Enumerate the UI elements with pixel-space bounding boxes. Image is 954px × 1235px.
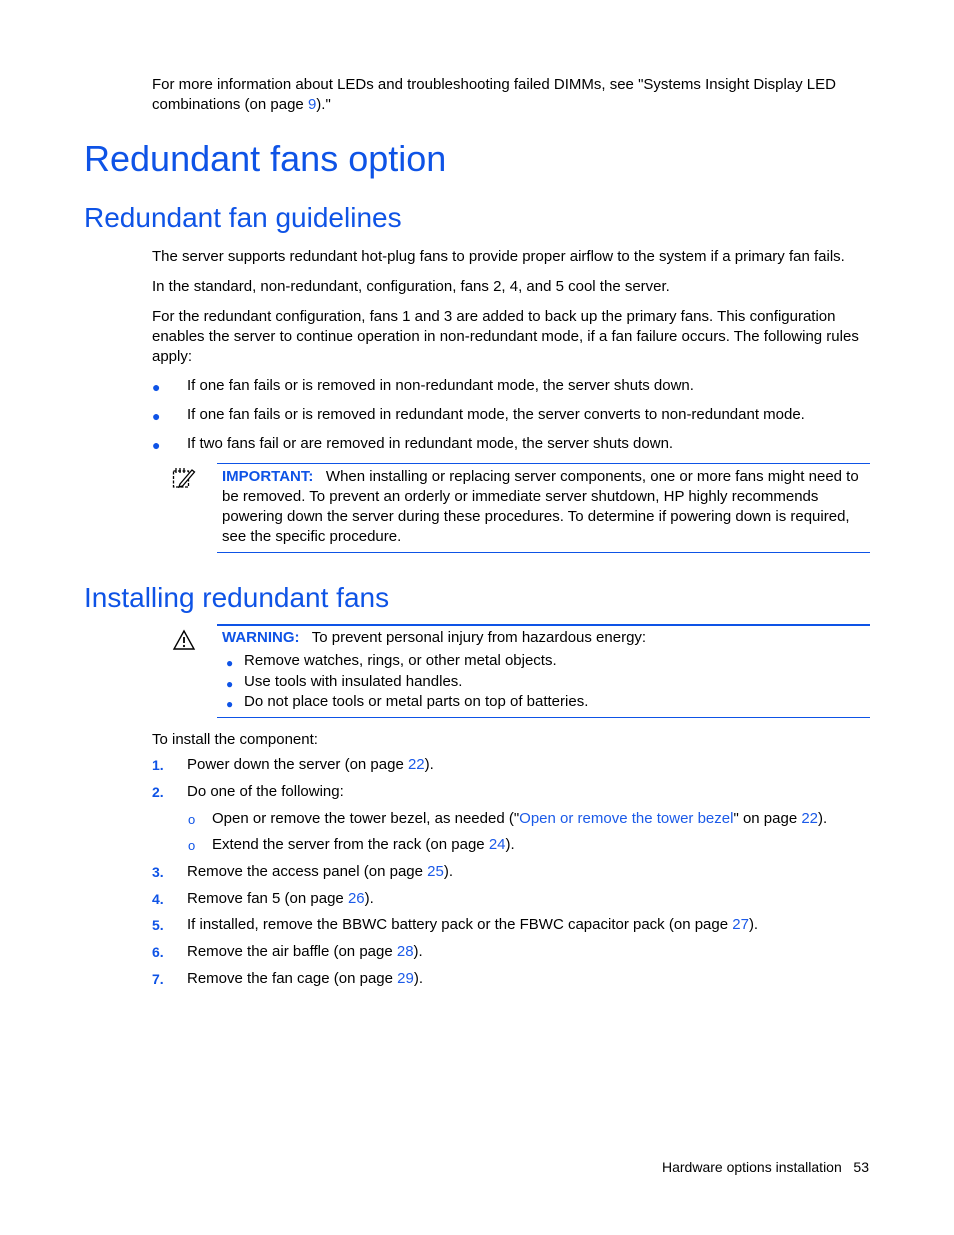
intro-paragraph xyxy=(152,75,882,115)
step-text-main: If installed, remove the BBWC battery pack or the FBWC capacitor pack (on page xyxy=(187,916,733,933)
step-text-main: Remove the air baffle (on page xyxy=(187,943,397,960)
intro-line-1: For more information about LEDs and troubleshooting failed DIMMs, see "Systems Insight Display LED xyxy=(152,76,836,93)
page-link-28[interactable]: 28 xyxy=(396,943,414,960)
warning-item: Do not place tools or metal parts on top of batteries. xyxy=(244,693,589,710)
page-link-27[interactable]: 27 xyxy=(732,916,749,933)
intro-line-2-text: combinations (on page xyxy=(152,96,308,113)
step-text-main: Remove the fan cage (on page xyxy=(187,970,398,987)
step-text xyxy=(187,756,434,773)
warning-label: WARNING: xyxy=(222,629,300,646)
page-footer xyxy=(662,1159,869,1175)
step-text xyxy=(187,970,423,987)
sub-step-text-main: Open or remove the tower bezel, as needed (" xyxy=(212,810,520,827)
sub-bullet-icon: o xyxy=(188,838,196,853)
rule-item: If one fan fails or is removed in non-redundant mode, the server shuts down. xyxy=(187,377,694,394)
page-link-29[interactable]: 29 xyxy=(397,970,414,987)
important-top-rule xyxy=(217,463,870,464)
sub-step-text xyxy=(212,836,515,853)
bullet-icon: ● xyxy=(152,408,161,424)
sub-step-text-mid: " on page xyxy=(733,810,802,827)
guidelines-paragraph-3-line-2: enables the server to continue operation in non-redundant mode, if a fan failure occurs. The following rules xyxy=(152,328,859,345)
sub-step-text-main: Extend the server from the rack (on page xyxy=(212,836,489,853)
warning-icon xyxy=(172,629,196,651)
page-link-9[interactable]: 9 xyxy=(307,96,317,113)
install-intro: To install the component: xyxy=(152,731,318,748)
important-bottom-rule xyxy=(217,552,870,553)
footer-section-title: Hardware options installation xyxy=(661,1159,842,1175)
bullet-icon: ● xyxy=(152,437,161,453)
step-text-end: ). xyxy=(424,756,434,773)
important-label: IMPORTANT: xyxy=(222,468,314,485)
step-text xyxy=(187,943,423,960)
important-line-2: be removed. To prevent an orderly or immediate server shutdown, HP highly recommends xyxy=(222,488,819,505)
step-number: 4. xyxy=(152,891,164,907)
bullet-icon: ● xyxy=(226,677,234,691)
important-note xyxy=(222,467,872,547)
step-number: 2. xyxy=(152,784,164,800)
guidelines-paragraph-2: In the standard, non-redundant, configuration, fans 2, 4, and 5 cool the server. xyxy=(152,278,670,295)
warning-heading-line xyxy=(222,628,646,648)
guidelines-heading: Redundant fan guidelines xyxy=(84,202,402,233)
page-link-26[interactable]: 26 xyxy=(347,890,365,907)
step-number: 1. xyxy=(152,757,164,773)
rule-item: If two fans fail or are removed in redundant mode, the server shuts down. xyxy=(187,435,674,452)
step-text: Do one of the following: xyxy=(187,783,344,800)
warning-text: To prevent personal injury from hazardous energy: xyxy=(311,629,647,646)
footer-page-number: 53 xyxy=(853,1159,869,1175)
page-link-22[interactable]: 22 xyxy=(801,810,819,827)
page-link-25[interactable]: 25 xyxy=(427,863,444,880)
bullet-icon: ● xyxy=(226,697,234,711)
step-number: 6. xyxy=(152,944,164,960)
intro-line-2-end: )." xyxy=(316,96,331,113)
step-text-end: ). xyxy=(443,863,454,880)
sub-step-text xyxy=(212,810,827,827)
important-note-icon xyxy=(172,467,196,489)
bullet-icon: ● xyxy=(152,379,161,395)
rule-item: If one fan fails or is removed in redundant mode, the server converts to non-redundant mode. xyxy=(187,406,805,423)
tower-bezel-link[interactable]: Open or remove the tower bezel xyxy=(519,810,734,827)
page-title: Redundant fans option xyxy=(84,138,447,179)
guidelines-paragraph-3-line-3: apply: xyxy=(152,348,193,365)
step-text-main: Remove fan 5 (on page xyxy=(187,890,348,907)
step-text xyxy=(187,916,758,933)
sub-bullet-icon: o xyxy=(188,812,196,827)
sub-step-text-end: ). xyxy=(818,810,828,827)
warning-item: Remove watches, rings, or other metal objects. xyxy=(244,652,557,669)
step-text-end: ). xyxy=(413,970,423,987)
sub-step-text-end: ). xyxy=(505,836,515,853)
important-line-1 xyxy=(222,467,872,487)
important-line-3: powering down the server during these procedures. To determine if powering down is required, xyxy=(222,508,850,525)
guidelines-paragraph-1: The server supports redundant hot-plug fans to provide proper airflow to the system if a primary fan fails. xyxy=(152,248,845,265)
page-link-24[interactable]: 24 xyxy=(488,836,506,853)
step-text-end: ). xyxy=(748,916,759,933)
guidelines-paragraph-3-line-1: For the redundant configuration, fans 1 and 3 are added to back up the primary fans. This configuration xyxy=(152,308,836,325)
step-text-main: Remove the access panel (on page xyxy=(187,863,428,880)
intro-line-2 xyxy=(152,95,882,115)
bullet-icon: ● xyxy=(226,656,234,670)
step-number: 3. xyxy=(152,864,164,880)
step-number: 7. xyxy=(152,971,164,987)
guidelines-paragraph-3 xyxy=(152,307,859,367)
important-text-1: When installing or replacing server components, one or more fans might need to xyxy=(325,468,859,485)
step-number: 5. xyxy=(152,917,164,933)
step-text-end: ). xyxy=(413,943,423,960)
warning-item: Use tools with insulated handles. xyxy=(244,673,463,690)
step-text-main: Power down the server (on page xyxy=(187,756,408,773)
step-text-end: ). xyxy=(364,890,374,907)
warning-top-rule xyxy=(217,624,870,626)
step-text xyxy=(187,863,453,880)
page-link-22[interactable]: 22 xyxy=(407,756,425,773)
installing-heading: Installing redundant fans xyxy=(84,582,390,613)
important-line-4: see the specific procedure. xyxy=(222,528,402,545)
step-text xyxy=(187,890,374,907)
warning-bottom-rule xyxy=(217,717,870,718)
